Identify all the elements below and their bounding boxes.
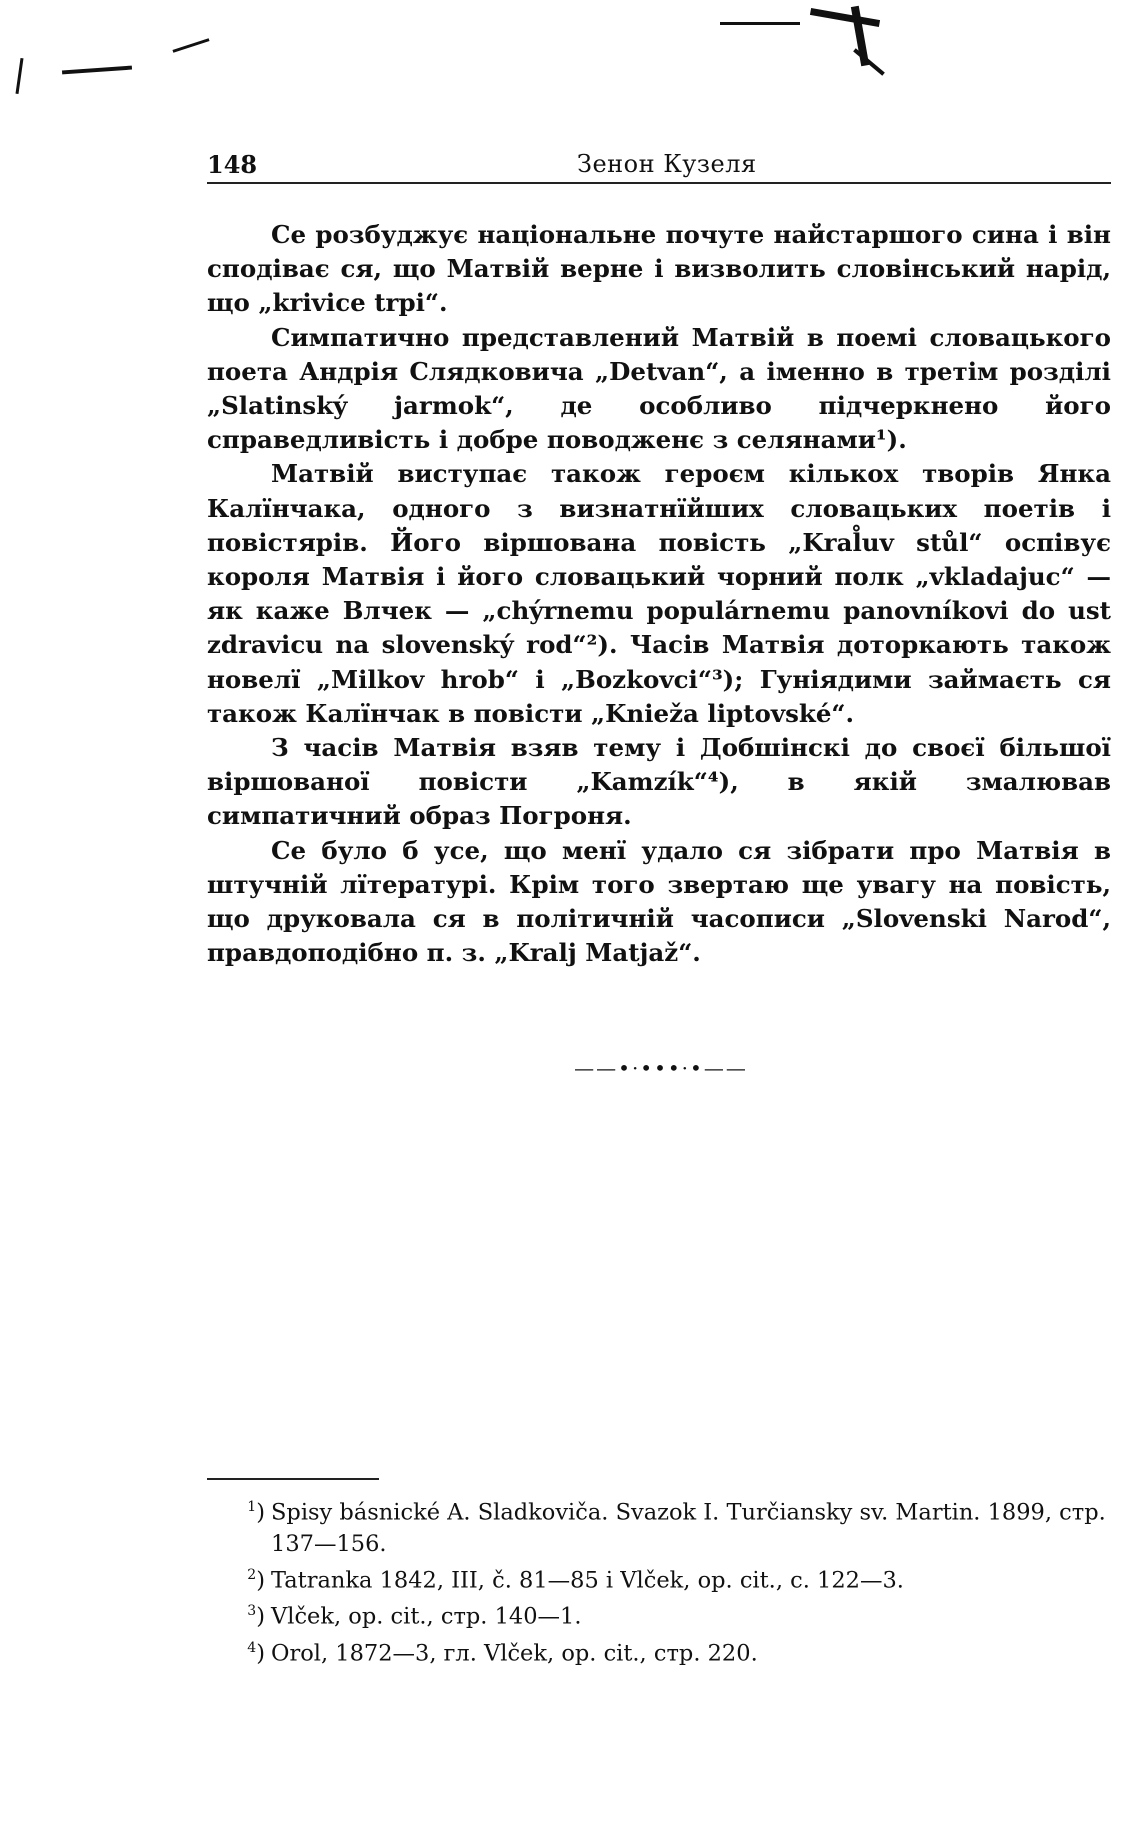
paragraph: Се було б усе, що менї удало ся зібрати про Матвія в штучній лїтературі. Крім того звертаю ще увагу на повість, що друковала ся в політичній часописи „Slovenski Narod“, правдоподібно п. з. „Kralj Matjaž“. xyxy=(207,835,1111,968)
footnote-marker: $^4$) xyxy=(247,1639,265,1666)
footnote-text: Spisy básnické A. Sladkoviča. Svazok I. Turčiansky sv. Martin. 1899, стр. 137—156. xyxy=(271,1499,1106,1557)
footnote-marker: $^3$) xyxy=(247,1603,265,1630)
footnote-marker: $^1$) xyxy=(247,1499,265,1526)
footnote-text: Tatranka 1842, III, č. 81—85 i Vlček, op. cit., с. 122—3. xyxy=(271,1567,904,1593)
scan-artifact xyxy=(172,38,209,53)
page-header xyxy=(207,150,1111,186)
header-rule xyxy=(207,182,1111,184)
scan-artifact xyxy=(810,8,880,27)
paragraph: Матвій виступає також героєм кількох творів Янка Калїнчака, одного з визнатнїйших словацьких поетів і повістярів. Його віршована повість „Kral̊uv stůl“ оспівує короля Матвія і його словацький чорний полк „vkladajuc“ — як каже Влчек — „chýrnemu populárnemu panovníkovi do ust zdravicu na slovenský rod“²). Часів Матвія доторкають також новелї „Milkov hrob“ і „Bozkovci“³); Гуніядими займаєть ся також Калїнчак в повісти „Knieža liptovské“. xyxy=(207,459,1111,728)
paragraph: Симпатично представлений Матвій в поемі словацького поета Андрія Слядковича „Detvan“, а іменно в третім розділі „Slatinský jarmok“, де особливо підчеркнено його справедливість і добре поводженє з селянами¹). xyxy=(207,322,1111,455)
body-text xyxy=(207,218,1111,970)
footnote xyxy=(207,1560,1111,1597)
footnotes xyxy=(207,1492,1111,1669)
footnote-rule xyxy=(207,1478,379,1480)
footnote xyxy=(207,1633,1111,1670)
scan-artifact xyxy=(62,66,132,75)
paragraph: З часів Матвія взяв тему і Добшінскі до своєї більшої віршованої повісти „Kamzík“⁴), в якій змалював симпатичний образ Погроня. xyxy=(207,733,1111,831)
footnote xyxy=(207,1596,1111,1633)
scan-artifact xyxy=(16,58,24,94)
paragraph: Се розбуджує національне почуте найстаршого сина і він сподіває ся, що Матвій верне і визволить словінський нарід, що „krivice trpi“. xyxy=(207,220,1111,318)
section-ornament: ——•·•••·•—— xyxy=(574,1056,748,1080)
scan-artifact xyxy=(720,22,800,25)
running-head: Зенон Кузеля xyxy=(577,150,757,178)
footnote-marker: $^2$) xyxy=(247,1566,265,1593)
footnote-text: Vlček, op. cit., стр. 140—1. xyxy=(271,1603,582,1630)
footnote xyxy=(207,1492,1111,1560)
footnote-text: Orol, 1872—3, гл. Vlček, op. cit., стр. 220. xyxy=(271,1640,758,1666)
scan-artifact xyxy=(853,48,885,75)
page-number: 148 xyxy=(207,150,258,179)
